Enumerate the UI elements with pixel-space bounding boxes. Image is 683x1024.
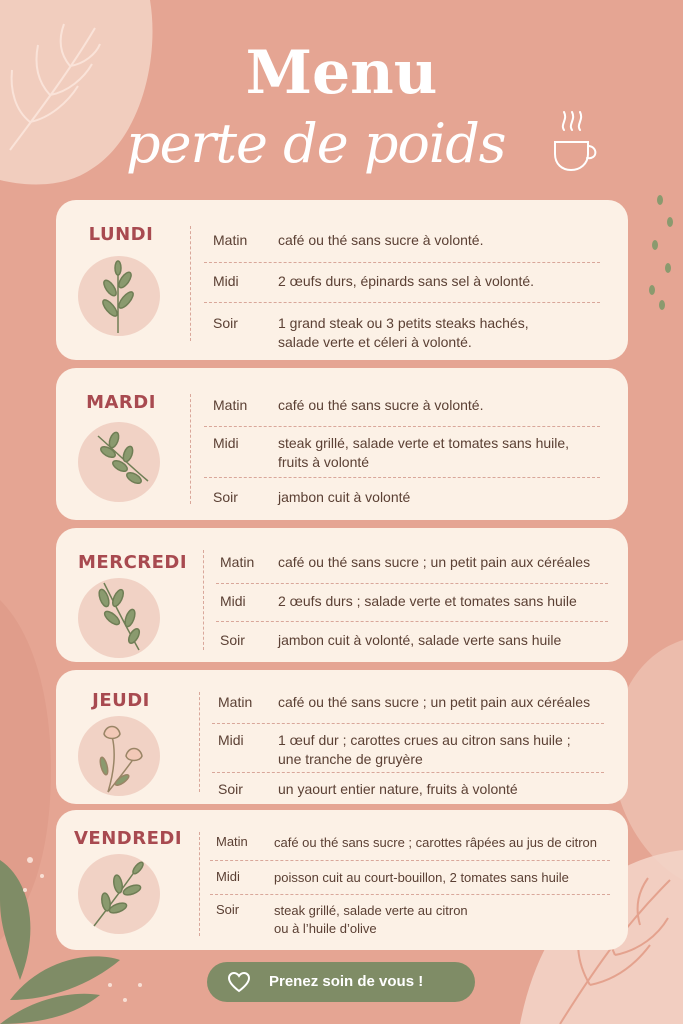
separator xyxy=(204,302,600,303)
meal-description: jambon cuit à volonté xyxy=(278,489,411,505)
separator xyxy=(216,621,608,622)
separator xyxy=(204,477,600,478)
banner-text: Prenez soin de vous ! xyxy=(269,973,424,990)
divider xyxy=(190,226,191,341)
divider xyxy=(190,394,191,504)
day-title: MERCREDI xyxy=(78,552,188,573)
day-title: JEUDI xyxy=(92,690,150,711)
meal-label-matin: Matin xyxy=(220,554,255,570)
dots-decoration xyxy=(649,195,673,310)
meal-label-matin: Matin xyxy=(216,834,248,849)
day-card-mercredi xyxy=(56,528,628,662)
meal-description: 1 grand steak ou 3 petits steaks hachés, xyxy=(278,315,529,331)
meal-description: steak grillé, salade verte au citron xyxy=(274,903,468,918)
title-subtitle: perte de poids xyxy=(126,112,506,175)
meal-description: 2 œufs durs ; salade verte et tomates sans huile xyxy=(278,593,577,609)
leaf-sprig-icon xyxy=(88,858,150,930)
heart-icon xyxy=(227,971,251,993)
meal-label-midi: Midi xyxy=(218,732,244,748)
separator xyxy=(212,772,604,773)
meal-label-matin: Matin xyxy=(213,232,248,248)
meal-label-soir: Soir xyxy=(213,315,238,331)
meal-description: 2 œufs durs, épinards sans sel à volonté. xyxy=(278,273,535,289)
meal-description: poisson cuit au court-bouillon, 2 tomates sans huile xyxy=(274,870,569,885)
separator xyxy=(210,860,610,861)
separator xyxy=(204,262,600,263)
separator xyxy=(204,426,600,427)
leaf-sprig-icon xyxy=(94,578,150,654)
day-title: MARDI xyxy=(86,392,156,413)
meal-label-midi: Midi xyxy=(220,593,246,609)
meal-description: café ou thé sans sucre ; un petit pain aux céréales xyxy=(278,554,591,570)
meal-label-soir: Soir xyxy=(216,902,240,917)
separator xyxy=(212,723,604,724)
separator xyxy=(210,894,610,895)
meal-description: une tranche de gruyère xyxy=(278,751,423,767)
day-card-lundi xyxy=(56,200,628,360)
meal-description: café ou thé sans sucre ; un petit pain aux céréales xyxy=(278,694,591,710)
meal-label-midi: Midi xyxy=(213,273,239,289)
meal-description: café ou thé sans sucre ; carottes râpées au jus de citron xyxy=(274,835,598,850)
day-title: LUNDI xyxy=(88,224,154,245)
meal-label-matin: Matin xyxy=(218,694,253,710)
divider xyxy=(199,832,200,936)
meal-description: jambon cuit à volonté, salade verte sans huile xyxy=(278,632,562,648)
day-card-jeudi xyxy=(56,670,628,804)
meal-description: café ou thé sans sucre à volonté. xyxy=(278,232,484,248)
meal-label-soir: Soir xyxy=(218,781,243,797)
divider xyxy=(199,692,200,792)
day-title: VENDREDI xyxy=(74,828,183,849)
title-menu: Menu xyxy=(245,38,438,108)
meal-label-soir: Soir xyxy=(220,632,245,648)
coffee-cup-icon xyxy=(550,108,600,173)
meal-description: salade verte et céleri à volonté. xyxy=(278,334,472,350)
divider xyxy=(203,550,204,650)
leaf-sprig-icon xyxy=(88,258,148,338)
day-card-vendredi xyxy=(56,810,628,950)
flower-sprig-icon xyxy=(94,722,150,794)
meal-label-soir: Soir xyxy=(213,489,238,505)
meal-label-midi: Midi xyxy=(216,869,240,884)
meal-description: fruits à volonté xyxy=(278,454,370,470)
meal-label-midi: Midi xyxy=(213,435,239,451)
meal-description: un yaourt entier nature, fruits à volonté xyxy=(278,781,518,797)
leaf-sprig-icon xyxy=(90,426,152,496)
day-card-mardi xyxy=(56,368,628,520)
meal-label-matin: Matin xyxy=(213,397,248,413)
meal-description: café ou thé sans sucre à volonté. xyxy=(278,397,484,413)
meal-description: ou à l’huile d’olive xyxy=(274,921,377,936)
separator xyxy=(216,583,608,584)
meal-description: steak grillé, salade verte et tomates sans huile, xyxy=(278,435,570,451)
meal-description: 1 œuf dur ; carottes crues au citron sans huile ; xyxy=(278,732,571,748)
self-care-banner xyxy=(207,962,475,1002)
